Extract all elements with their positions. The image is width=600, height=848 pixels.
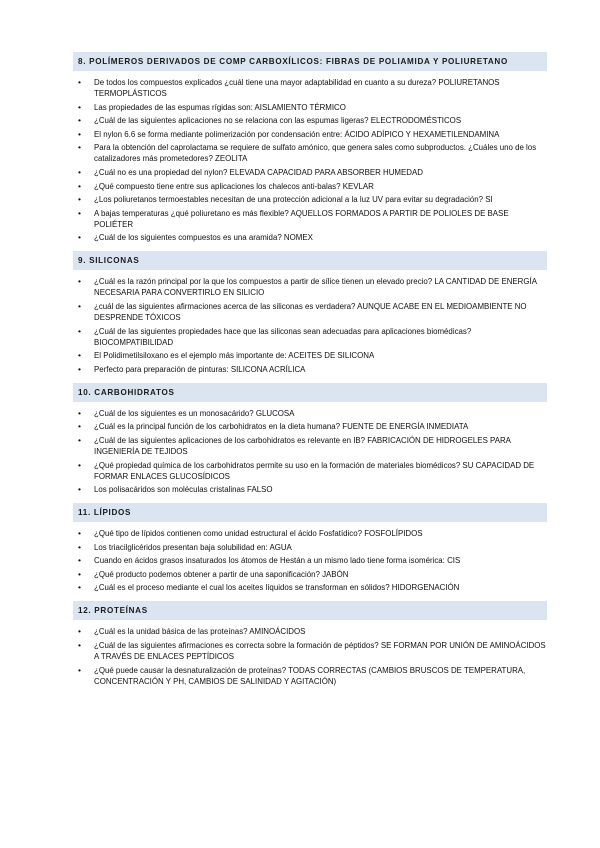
question-item: • ¿Cuál de las siguientes aplicaciones no se relaciona con las espumas ligeras? ELECTRODOMÉSTICOS [73,115,547,126]
section-siliconas [73,251,547,374]
question-item: • Los triacilglicéridos presentan baja solubilidad en: AGUA [73,542,547,553]
section-poliamidas [73,52,547,243]
question-item: • El nylon 6.6 se forma mediante polimerización por condensación entre: ÁCIDO ADÍPICO Y HEXAMETILENDAMINA [73,129,547,140]
question-item: • ¿cuál de las siguientes afirmaciones acerca de las siliconas es verdadera? AUNQUE ACABE EN EL MEDIOAMBIENTE NO DESPRENDE TÓXICOS [73,301,547,323]
question-list [73,408,547,495]
question-list [73,528,547,593]
question-item: • ¿Cuál es el proceso mediante el cual los aceites líquidos se transforman en sólidos? HIDORGENACIÓN [73,582,547,593]
question-item: • Los polisacáridos son moléculas cristalinas FALSO [73,484,547,495]
question-item: • ¿Qué producto podemos obtener a partir de una saponificación? JABÓN [73,569,547,580]
section-lipidos [73,503,547,593]
question-item: • El Polidimetilsiloxano es el ejemplo más importante de: ACEITES DE SILICONA [73,350,547,361]
question-list [73,626,547,686]
section-heading: 10. CARBOHIDRATOS [73,383,547,402]
question-item: • ¿Cuál de las siguientes aplicaciones de los carbohidratos es relevante en IB? FABRICACIÓN DE HIDROGELES PARA INGENIERÍA DE TEJIDOS [73,435,547,457]
question-item: • Cuando en ácidos grasos insaturados los átomos de Hestán a un mismo lado tiene forma isomérica: CIS [73,555,547,566]
question-item: • ¿Los poliuretanos termoestables necesitan de una protección adicional a la luz UV para evitar su degradación? SI [73,194,547,205]
question-item: • ¿Cuál es la unidad básica de las proteínas? AMINOÁCIDOS [73,626,547,637]
question-item: • ¿Qué propiedad química de los carbohidratos permite su uso en la formación de materiales biomédicos? SU CAPACIDAD DE FORMAR ENLACES GLUCOSÍDICOS [73,460,547,482]
question-item: • ¿Cuál de los siguientes compuestos es una aramida? NOMEX [73,232,547,243]
question-list [73,276,547,374]
document-page [73,52,547,695]
question-item: • ¿Cuál de los siguientes es un monosacárido? GLUCOSA [73,408,547,419]
question-item: • A bajas temperaturas ¿qué poliuretano es más flexible? AQUELLOS FORMADOS A PARTIR DE POLIOLES DE BASE POLIÉTER [73,208,547,230]
question-item: • Para la obtención del caprolactama se requiere de sulfato amónico, que genera sales como subproductos. ¿Cuáles uno de los catalizadores más prometedores? ZEOLITA [73,142,547,164]
question-item: • ¿Qué tipo de lípidos contienen como unidad estructural el ácido Fosfatídico? FOSFOLÍPIDOS [73,528,547,539]
question-item: • ¿Cuál de las siguientes propiedades hace que las siliconas sean adecuadas para aplicaciones biomédicas? BIOCOMPATIBILIDAD [73,326,547,348]
section-proteinas [73,601,547,686]
section-heading: 12. PROTEÍNAS [73,601,547,620]
question-item: • ¿Cuál es la razón principal por la que los compuestos a partir de sílice tienen un elevado precio? LA CANTIDAD DE ENERGÍA NECESARIA PARA CONVERTIRLO EN SILICIO [73,276,547,298]
question-item: • ¿Cuál es la principal función de los carbohidratos en la dieta humana? FUENTE DE ENERGÍA INMEDIATA [73,421,547,432]
question-item: • ¿Cuál no es una propiedad del nylon? ELEVADA CAPACIDAD PARA ABSORBER HUMEDAD [73,167,547,178]
section-carbohidratos [73,383,547,495]
question-item: • ¿Qué compuesto tiene entre sus aplicaciones los chalecos anti-balas? KEVLAR [73,181,547,192]
section-heading: 8. POLÍMEROS DERIVADOS DE COMP CARBOXÍLICOS: FIBRAS DE POLIAMIDA Y POLIURETANO [73,52,547,71]
question-item: • ¿Cuál de las siguientes afirmaciones es correcta sobre la formación de péptidos? SE FORMAN POR UNIÓN DE AMINOÁCIDOS A TRAVÉS DE ENLACES PEPTÍDICOS [73,640,547,662]
question-item: • ¿Qué puede causar la desnaturalización de proteínas? TODAS CORRECTAS (CAMBIOS BRUSCOS DE TEMPERATURA, CONCENTRACIÓN Y PH, CAMBIOS DE SALINIDAD Y AGITACIÓN) [73,665,547,687]
section-heading: 9. SILICONAS [73,251,547,270]
question-item: • Perfecto para preparación de pinturas: SILICONA ACRÍLICA [73,364,547,375]
question-list [73,77,547,243]
question-item: • De todos los compuestos explicados ¿cuál tiene una mayor adaptabilidad en cuanto a su dureza? POLIURETANOS TERMOPLÁSTICOS [73,77,547,99]
question-item: • Las propiedades de las espumas rígidas son: AISLAMIENTO TÉRMICO [73,102,547,113]
section-heading: 11. LÍPIDOS [73,503,547,522]
